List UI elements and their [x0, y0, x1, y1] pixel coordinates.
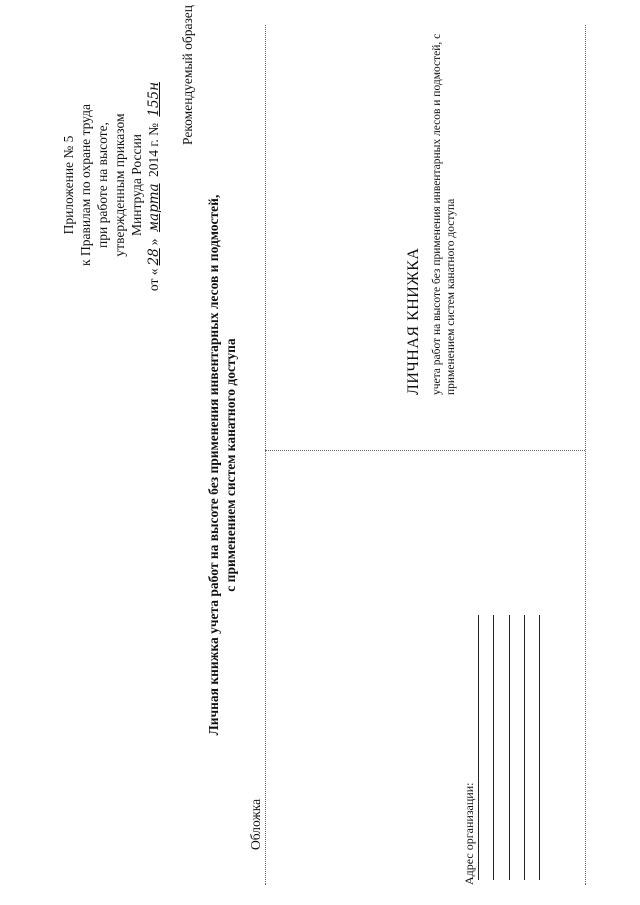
appendix-line-2: к Правилам по охране труда — [78, 104, 93, 266]
recommended-sample-label: Рекомендуемый образец — [180, 5, 195, 146]
date-month: марта — [146, 183, 162, 233]
appendix-date-line — [145, 65, 163, 305]
address-line — [509, 615, 510, 880]
title-line-2: с применением систем канатного доступа — [223, 338, 238, 592]
appendix-block — [60, 65, 163, 305]
date-prefix: от « — [146, 268, 161, 292]
address-line — [478, 615, 479, 880]
document-title — [205, 125, 239, 805]
appendix-line-4: утвержденным приказом — [112, 113, 127, 257]
appendix-line-5: Минтруда России — [129, 134, 144, 236]
cover-label: Обложка — [248, 798, 263, 850]
cut-line-top — [265, 25, 266, 885]
address-line — [539, 615, 540, 880]
cut-line-bottom — [585, 25, 586, 885]
address-label: Адрес организации: — [462, 782, 476, 885]
date-day: 28 — [146, 248, 162, 266]
address-line — [493, 615, 494, 880]
booklet-subtitle: учета работ на высоте без применения инвентарных лесов и подмостей, с применением систем канатного доступа — [431, 33, 457, 395]
appendix-line-1: Приложение № 5 — [61, 135, 76, 235]
order-number: 155н — [146, 81, 162, 117]
fold-line-center — [265, 450, 585, 451]
date-mid: » — [146, 238, 161, 246]
date-year: 2014 г. № — [146, 123, 161, 178]
booklet-title: ЛИЧНАЯ КНИЖКА — [405, 247, 422, 395]
title-line-1: Личная книжка учета работ на высоте без применения инвентарных лесов и подмостей, — [206, 194, 221, 736]
address-line — [524, 615, 525, 880]
appendix-line-3: при работе на высоте, — [95, 122, 110, 248]
